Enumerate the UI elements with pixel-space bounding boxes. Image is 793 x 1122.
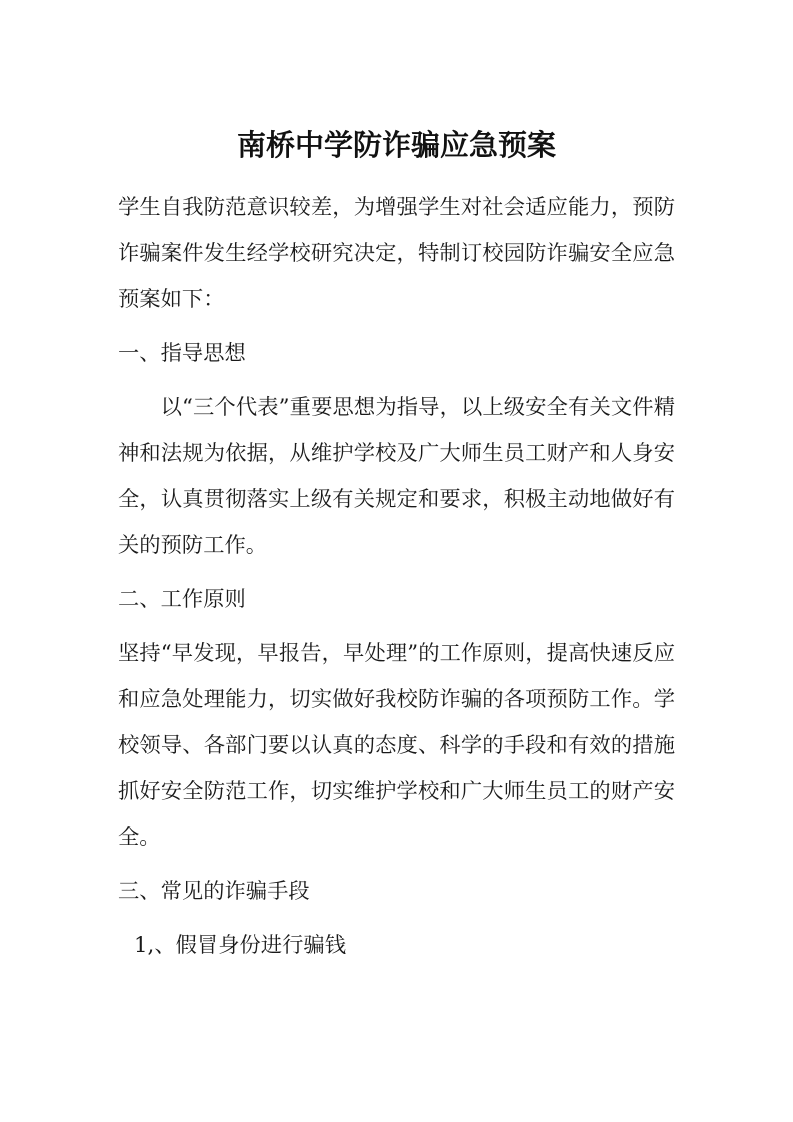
fraud-method-item-1: 1,、假冒身份进行骗钱 bbox=[134, 933, 346, 958]
section-1-heading: 一、指导思想 bbox=[118, 341, 246, 366]
section-3-heading: 三、常见的诈骗手段 bbox=[118, 879, 310, 904]
doc-title: 南桥中学防诈骗应急预案 bbox=[236, 128, 556, 162]
section-2-paragraph: 坚持“早发现，早报告，早处理”的工作原则，提高快速反应和应急处理能力，切实做好我校防诈骗的各项预防工作。学校领导、各部门要以认真的态度、科学的手段和有效的措施抓好安全防范工作，切实维护学校和广大师生员工的财产安全。 bbox=[118, 641, 675, 850]
section-2-heading: 二、工作原则 bbox=[118, 587, 246, 612]
section-1-paragraph: 以“三个代表”重要思想为指导，以上级安全有关文件精神和法规为依据，从维护学校及广大师生员工财产和人身安全，认真贯彻落实上级有关规定和要求，积极主动地做好有关的预防工作。 bbox=[118, 395, 675, 558]
intro-paragraph: 学生自我防范意识较差，为增强学生对社会适应能力，预防诈骗案件发生经学校研究决定，特制订校园防诈骗安全应急预案如下： bbox=[118, 195, 675, 312]
